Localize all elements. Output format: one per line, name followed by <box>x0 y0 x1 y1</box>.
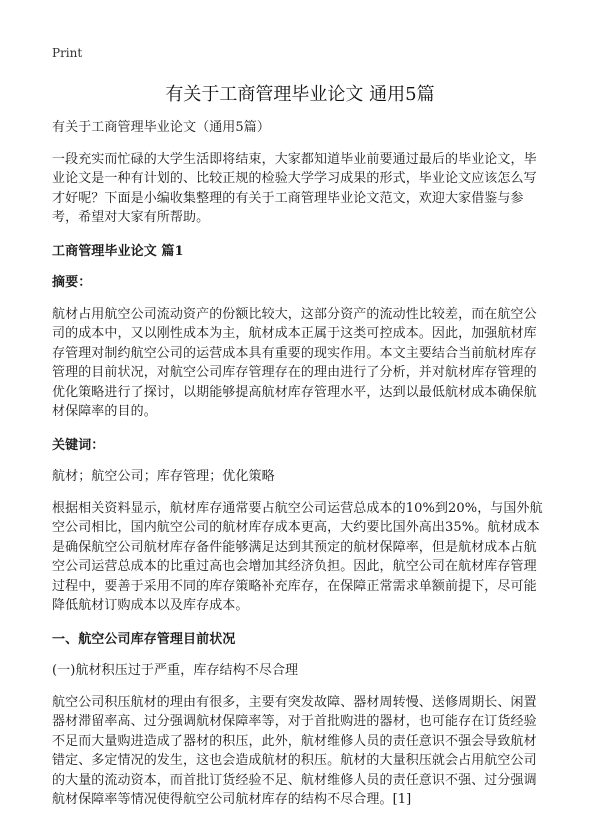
section-heading: 工商管理毕业论文 篇1 <box>52 243 184 259</box>
intro-paragraph: 一段充实而忙碌的大学生活即将结束，大家都知道毕业前要通过最后的毕业论文，毕业论文是一种有计划的、比较正规的检验大学学习成果的形式，毕业论文应该怎么写才好呢？下面是小编收集整理的有关于工商管理毕业论文范文，欢迎大家借鉴与参考，希望对大家有所帮助。 <box>52 151 537 225</box>
article-body <box>52 118 548 810</box>
print-link[interactable]: Print <box>52 46 83 60</box>
page-title: 有关于工商管理毕业论文 通用5篇 <box>165 84 435 105</box>
body-paragraph: 根据相关资料显示，航材库存通常要占航空公司运营总成本的10%到20%，与国外航空公司相比，国内航空公司的航材库存成本更高，大约要比国外高出35%。航材成本是确保航空公司航材库存备件能够满足达到其预定的航材保障率，但是航材成本占航空公司运营总成本的比重过高也会增加其经济负担。因此，航空公司在航材库存管理过程中，要善于采用不同的库存策略补充库存，在保障正常需求单额前提下，尽可能降低航材订购成本以及库存成本。 <box>52 500 543 613</box>
keywords-paragraph: 航材；航空公司；库存管理；优化策略 <box>52 469 275 484</box>
chapter-heading: 一、航空公司库存管理目前状况 <box>52 631 236 647</box>
abstract-label: 摘要： <box>52 275 92 290</box>
subsection-heading: (一)航材积压过于严重，库存结构不尽合理 <box>52 663 299 678</box>
document-subtitle: 有关于工商管理毕业论文（通用5篇） <box>52 120 270 135</box>
subsection-paragraph: 航空公司积压航材的理由有很多，主要有突发故障、器材周转慢、送修周期长、闲置器材滞留率高、过分强调航材保障率等，对于首批购进的器材，也可能存在订货经验不足而大量购进造成了器材的积压，此外，航材维修人员的责任意识不强会导致航材错定、多定情况的发生，这也会造成航材的积压。航材的大量积压就会占用航空公司的大量的流动资本，而首批订货经验不足、航材维修人员的责任意识不强、过分强调航材保障率等情况使得航空公司航材库存的结构不尽合理。[1] <box>52 694 537 807</box>
abstract-paragraph: 航材占用航空公司流动资产的份额比较大，这部分资产的流动性比较差，而在航空公司的成本中，又以刚性成本为主，航材成本正属于这类可控成本。因此，加强航材库存管理对制约航空公司的运营成本具有重要的现实作用。本文主要结合当前航材库存管理的目前状况，对航空公司库存管理存在的理由进行了分析，并对航材库存管理的优化策略进行了探讨，以期能够提高航材库存管理水平，达到以最低航材成本确保航材保障率的目的。 <box>52 306 537 419</box>
keywords-label: 关键词： <box>52 437 105 453</box>
